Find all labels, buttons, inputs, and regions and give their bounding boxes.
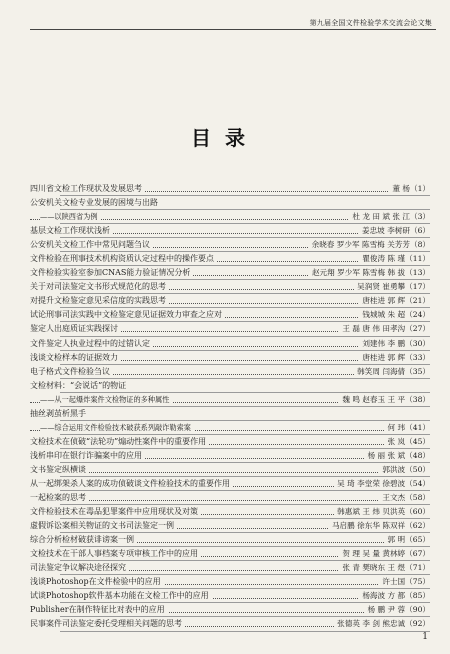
toc-entry-title: 电子格式文件检验刍议 xyxy=(30,367,113,376)
toc-entry-authors-page: 董 杨（1） xyxy=(389,182,430,196)
toc-entry xyxy=(30,589,430,603)
toc-entry-title: ——以陕西省为例 xyxy=(40,212,101,221)
toc-entry-title: 四川省文检工作现状及发展思考 xyxy=(30,184,145,193)
entry-underline xyxy=(60,307,430,308)
toc-entry xyxy=(30,519,430,533)
toc-entry-title: 从一起绑架杀人案的成功侦破谈文件检验技术的重要作用 xyxy=(30,479,233,488)
toc-entry xyxy=(30,491,430,505)
toc-entry xyxy=(30,421,430,435)
dot-leader xyxy=(30,500,430,501)
toc-entry xyxy=(30,435,430,449)
toc-entry-authors-page: 许士国（75） xyxy=(379,575,430,589)
toc-entry-authors-page: 杨 丽 张 斌（48） xyxy=(365,449,430,463)
toc-entry xyxy=(30,449,430,463)
toc-entry-title: 文件鉴定人执业过程中的过错认定 xyxy=(30,339,153,348)
toc-entry-authors-page: 吴润贤 崔勇攀（17） xyxy=(354,280,430,294)
entry-underline xyxy=(60,223,430,224)
entry-underline xyxy=(60,560,430,561)
toc-entry-authors-page: 郭洪波（50） xyxy=(379,463,430,477)
toc-entry-authors-page: 刘建伟 李 鹏（30） xyxy=(359,337,430,351)
toc-entry-authors-page: 韩惠斌 王 炜 贝洪英（60） xyxy=(334,505,430,519)
entry-underline xyxy=(60,392,430,393)
running-head: 第九届全国文件检验学术交流会论文集 xyxy=(309,19,432,27)
toc-entry xyxy=(30,182,430,196)
toc-entry-authors-page: 杨海波 方 都（85） xyxy=(359,589,430,603)
toc-entry xyxy=(30,617,430,631)
entry-underline xyxy=(60,378,430,379)
toc-entry xyxy=(30,575,430,589)
entry-underline xyxy=(60,532,430,533)
toc-entry xyxy=(30,463,430,477)
toc-entry-title: 浅谈Photoshop在文件检验中的应用 xyxy=(30,577,164,586)
toc-entry xyxy=(30,252,430,266)
toc-entry xyxy=(30,351,430,365)
toc-entry xyxy=(30,505,430,519)
toc-entry xyxy=(30,407,430,421)
toc-entry-authors-page: 张 青 樊晓东 王 煜（71） xyxy=(339,561,430,575)
toc-entry-title: 司法鉴定争议解决途径探究 xyxy=(30,563,129,572)
toc-entry-title: 对提升文检鉴定意见采信度的实践思考 xyxy=(30,296,169,305)
toc-entry-title: 文件检验技术在毒品犯罪案件中应用现状及对策 xyxy=(30,507,201,516)
entry-underline xyxy=(60,476,430,477)
toc-entry-authors-page: 马启鹏 徐东华 陈双祥（62） xyxy=(329,519,430,533)
entry-underline xyxy=(60,631,430,632)
toc-entry-authors-page: 唐桂进 郭 辉（21） xyxy=(359,294,430,308)
toc-entry-title: 浅析串印在银行诈骗案中的应用 xyxy=(30,451,145,460)
toc-entry-title: 抽丝剥茧析黑手 xyxy=(30,409,89,418)
entry-underline xyxy=(60,518,430,519)
toc-entry xyxy=(30,533,430,547)
toc-entry-title: 文检技术在干部人事档案专项审核工作中的应用 xyxy=(30,549,201,558)
header-rule xyxy=(30,29,436,30)
toc-entry-title: 关于对司法鉴定文书形式规范化的思考 xyxy=(30,282,169,291)
toc-entry-authors-page: 唐桂进 郭 辉（33） xyxy=(359,351,430,365)
entry-underline xyxy=(60,588,430,589)
toc-entry xyxy=(30,379,430,393)
entry-underline xyxy=(60,336,430,337)
toc-entry-authors-page: 何 玮（41） xyxy=(385,421,430,435)
entry-underline xyxy=(60,616,430,617)
entry-underline xyxy=(60,490,430,491)
toc-entry-title: Publisher在制作特征比对表中的应用 xyxy=(30,605,168,614)
entry-underline xyxy=(60,364,430,365)
toc-entry-authors-page: 王文杰（58） xyxy=(379,491,430,505)
dot-leader xyxy=(30,472,430,473)
toc-entry xyxy=(30,337,430,351)
entry-underline xyxy=(60,321,430,322)
toc-entry xyxy=(30,547,430,561)
toc-entry xyxy=(30,322,430,336)
toc-entry-title: 基层文检工作现状浅析 xyxy=(30,226,113,235)
entry-underline xyxy=(60,279,430,280)
toc-entry-title: 虚假诉讼案相关物证的文书司法鉴定一例 xyxy=(30,521,177,530)
toc-entry-title: 文件检验在刑事技术机构资质认定过程中的操作要点 xyxy=(30,254,217,263)
entry-underline xyxy=(60,350,430,351)
toc-entry-title: 鉴定人出庭质证实践探讨 xyxy=(30,324,121,333)
toc-entry-title: 公安机关文检工作中常见问题刍议 xyxy=(30,240,153,249)
toc-entry-authors-page: 王 磊 唐 伟 田孝沟（27） xyxy=(339,322,430,336)
entry-underline xyxy=(60,504,430,505)
toc-entry-authors-page: 杜 龙 田 斌 张 江（3） xyxy=(349,210,430,224)
toc-entry-authors-page: 张德英 李 剑 熊忠诚（92） xyxy=(334,617,430,631)
toc-entry-title: 浅谈文检样本的证据效力 xyxy=(30,353,121,362)
toc-entry-authors-page: 魏 鸣 赵春玉 王 平（38） xyxy=(339,393,430,407)
toc-entry-authors-page: 吴 琦 李堂荣 徐碧波（54） xyxy=(334,477,430,491)
toc-entry-title: 文检材料：“会说话”的物证 xyxy=(30,381,129,390)
toc-entry-title: ——从一起爆炸案件文检物证的多种属性 xyxy=(40,395,172,404)
entry-underline xyxy=(60,209,430,210)
toc-entry xyxy=(30,266,430,280)
toc-entry xyxy=(30,294,430,308)
entry-underline xyxy=(60,293,430,294)
toc-entry xyxy=(30,477,430,491)
toc-entry-title: 民事案件司法鉴定委托受理相关问题的思考 xyxy=(30,619,185,628)
entry-underline xyxy=(60,434,430,435)
entry-underline xyxy=(60,462,430,463)
toc-entry-title: 一起检案的思考 xyxy=(30,493,89,502)
toc-entry-title: 文检技术在侦破“法轮功”煽动性案件中的重要作用 xyxy=(30,437,209,446)
toc-entry xyxy=(30,224,430,238)
toc-entry-title: 文件检验实验室参加CNAS能力验证情况分析 xyxy=(30,268,193,277)
entry-underline xyxy=(60,406,430,407)
toc-entry-title: 公安机关文检专业发展的困境与出路 xyxy=(30,198,161,207)
toc-entry-authors-page: 杨 鹏 尹 蓉（90） xyxy=(365,603,430,617)
toc-entry-title: 试谈Photoshop软件基本功能在文检工作中的应用 xyxy=(30,591,212,600)
toc-entry-authors-page: 姜忠坡 李树研（6） xyxy=(359,224,430,238)
entry-underline xyxy=(60,420,430,421)
toc-entry-authors-page: 余晓春 罗少军 陈雪梅 关芳芳（8） xyxy=(309,238,430,252)
toc-entry xyxy=(30,210,430,224)
toc-entry xyxy=(30,365,430,379)
toc-entry xyxy=(30,603,430,617)
entry-underline xyxy=(60,195,430,196)
entry-underline xyxy=(60,448,430,449)
toc-entry xyxy=(30,561,430,575)
toc-entry xyxy=(30,280,430,294)
table-of-contents xyxy=(30,182,430,632)
toc-entry-title: ——综合运用文件检验技术破获系列敲诈勒索案 xyxy=(40,423,194,432)
toc-entry-title: 文书鉴定纵横谈 xyxy=(30,465,89,474)
toc-entry-authors-page: 郭 明（65） xyxy=(385,533,430,547)
entry-underline xyxy=(60,574,430,575)
toc-entry-title: 综合分析检材破获诽谤案一例 xyxy=(30,535,137,544)
toc-entry-authors-page: 瞿俊涛 陈 瑾（11） xyxy=(359,252,430,266)
toc-entry-authors-page: 韩笑周 闫海倩（35） xyxy=(354,365,430,379)
toc-entry-authors-page: 赵元翔 罗少军 陈雪梅 韩 拔（13） xyxy=(309,266,430,280)
entry-underline xyxy=(60,237,430,238)
toc-entry xyxy=(30,308,430,322)
page-title: 目录 xyxy=(191,126,259,150)
entry-underline xyxy=(60,602,430,603)
toc-entry xyxy=(30,196,430,210)
toc-entry xyxy=(30,238,430,252)
entry-underline xyxy=(60,251,430,252)
page-number: 1 xyxy=(422,632,428,642)
entry-underline xyxy=(60,546,430,547)
toc-entry-authors-page: 贺 理 吴 量 黄林婷（67） xyxy=(339,547,430,561)
entry-underline xyxy=(60,265,430,266)
toc-entry-title: 试论刑事司法实践中文检鉴定意见证据效力审查之应对 xyxy=(30,310,225,319)
toc-entry-authors-page: 张 岚（45） xyxy=(385,435,430,449)
toc-entry-authors-page: 钱城城 朱 超（24） xyxy=(359,308,430,322)
toc-entry xyxy=(30,393,430,407)
